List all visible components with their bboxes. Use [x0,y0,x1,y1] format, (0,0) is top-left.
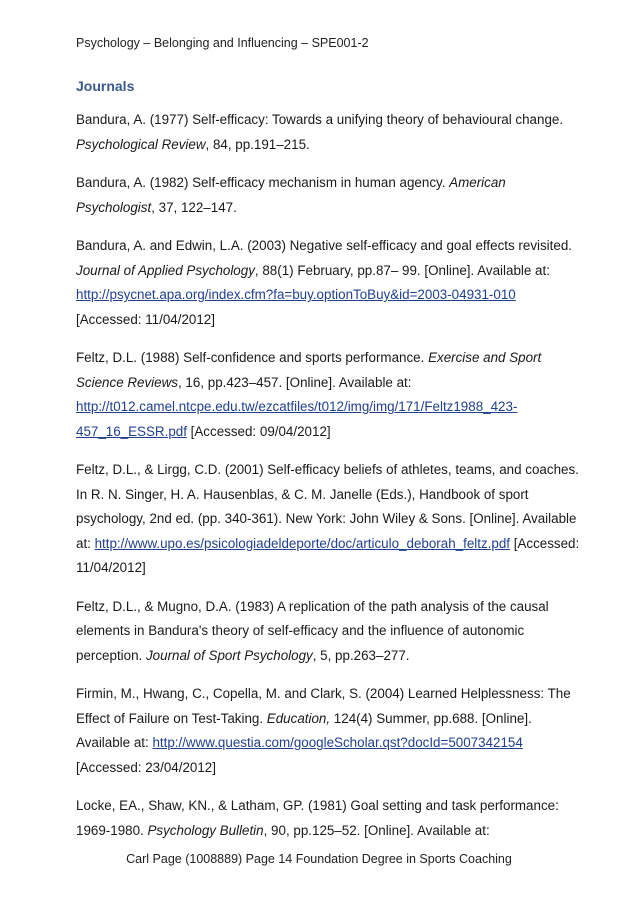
journal-title: Journal of Applied Psychology [76,262,255,278]
accessed-date: 11/04/2012] [76,560,146,575]
ref-line [76,532,580,557]
journal-title: Journal of Sport Psychology [145,647,313,663]
ref-line [76,171,576,196]
ref-line [76,133,576,158]
ref-line [76,819,576,844]
ref-line: elements in Bandura's theory of self-efficacy and the influence of autonomic [76,623,525,638]
ref-text: Effect of Failure on Test-Taking. [76,710,267,726]
ref-text: Available at: [76,735,153,750]
ref-text: perception. [76,647,146,663]
reference-link[interactable]: http://t012.camel.ntcpe.edu.tw/ezcatfiles/t012/img/img/171/Feltz1988_423- [76,399,518,414]
reference-link[interactable]: 457_16_ESSR.pdf [76,423,187,439]
ref-line [76,707,576,732]
page-header: Psychology – Belonging and Influencing – SPE001-2 [76,36,369,50]
ref-text: Bandura, A. (1982) Self-efficacy mechanism in human agency. [76,175,450,190]
accessed-date: [Accessed: 09/04/2012] [186,423,331,439]
ref-line [76,196,576,221]
reference-feltz-1983 [76,595,576,669]
ref-details: , 37, 122–147. [151,199,237,215]
ref-details: , 88(1) February, pp.87– 99. [Online]. Available at: [254,262,550,278]
ref-line [76,420,576,445]
reference-bandura-2003 [76,234,576,332]
ref-details: , 5, pp.263–277. [312,647,410,663]
ref-line: psychology, 2nd ed. (pp. 340-361). New York: John Wiley & Sons. [Online]. Available [76,511,577,526]
ref-line [76,259,576,284]
ref-details: , 90, pp.125–52. [Online]. Available at: [263,822,490,838]
ref-line [76,644,576,669]
ref-line: Bandura, A. and Edwin, L.A. (2003) Negative self-efficacy and goal effects revisited. [76,238,572,253]
ref-line [76,283,576,308]
journal-title: Psychology Bulletin [147,822,264,838]
ref-text: [Accessed: [510,535,580,551]
journal-title: Psychologist [76,199,152,215]
reference-link[interactable]: http://www.upo.es/psicologiadeldeporte/doc/articulo_deborah_feltz.pdf [94,535,510,551]
reference-link[interactable]: http://psycnet.apa.org/index.cfm?fa=buy.optionToBuy&id=2003-04931-010 [76,287,516,302]
ref-line [76,395,576,420]
ref-details: , 84, pp.191–215. [205,136,310,152]
accessed-date: [Accessed: 11/04/2012] [76,311,215,327]
ref-text: Feltz, D.L. (1988) Self-confidence and sports performance. [76,350,429,365]
ref-details: , 16, pp.423–457. [Online]. Available at: [177,374,412,390]
reference-bandura-1977 [76,108,576,157]
ref-line: Feltz, D.L., & Lirgg, C.D. (2001) Self-efficacy beliefs of athletes, teams, and coaches. [76,462,579,477]
journal-title: Exercise and Sport [428,350,542,365]
journal-title: Education, [266,710,331,726]
ref-text: 1969-1980. [76,822,148,838]
ref-line [76,371,576,396]
page-footer: Carl Page (1008889) Page 14 Foundation Degree in Sports Coaching [126,852,512,866]
reference-locke-1981 [76,794,576,843]
ref-text: at: [76,535,95,551]
ref-line [76,346,576,371]
ref-line: Locke, EA., Shaw, KN., & Latham, GP. (1981) Goal setting and task performance: [76,798,559,813]
section-title: Journals [76,78,135,94]
reference-feltz-2001 [76,458,580,581]
reference-bandura-1982 [76,171,576,220]
ref-line: In R. N. Singer, H. A. Hausenblas, & C. M. Janelle (Eds.), Handbook of sport [76,486,529,502]
journal-title: American [449,175,506,190]
reference-feltz-1988 [76,346,576,444]
journal-title: Science Reviews [76,374,178,390]
reference-list [76,108,580,857]
ref-line: Bandura, A. (1977) Self-efficacy: Towards a unifying theory of behavioural change. [76,112,564,127]
accessed-date: [Accessed: 23/04/2012] [76,759,216,775]
ref-line [76,731,576,756]
reference-link[interactable]: http://www.questia.com/googleScholar.qst?docId=5007342154 [152,735,523,750]
ref-line: Firmin, M., Hwang, C., Copella, M. and Clark, S. (2004) Learned Helplessness: The [76,686,571,701]
journal-title: Psychological Review [76,136,206,152]
ref-line: Feltz, D.L., & Mugno, D.A. (1983) A replication of the path analysis of the causal [76,598,549,614]
ref-details: 124(4) Summer, pp.688. [Online]. [330,710,532,726]
reference-firmin-2004 [76,682,576,780]
